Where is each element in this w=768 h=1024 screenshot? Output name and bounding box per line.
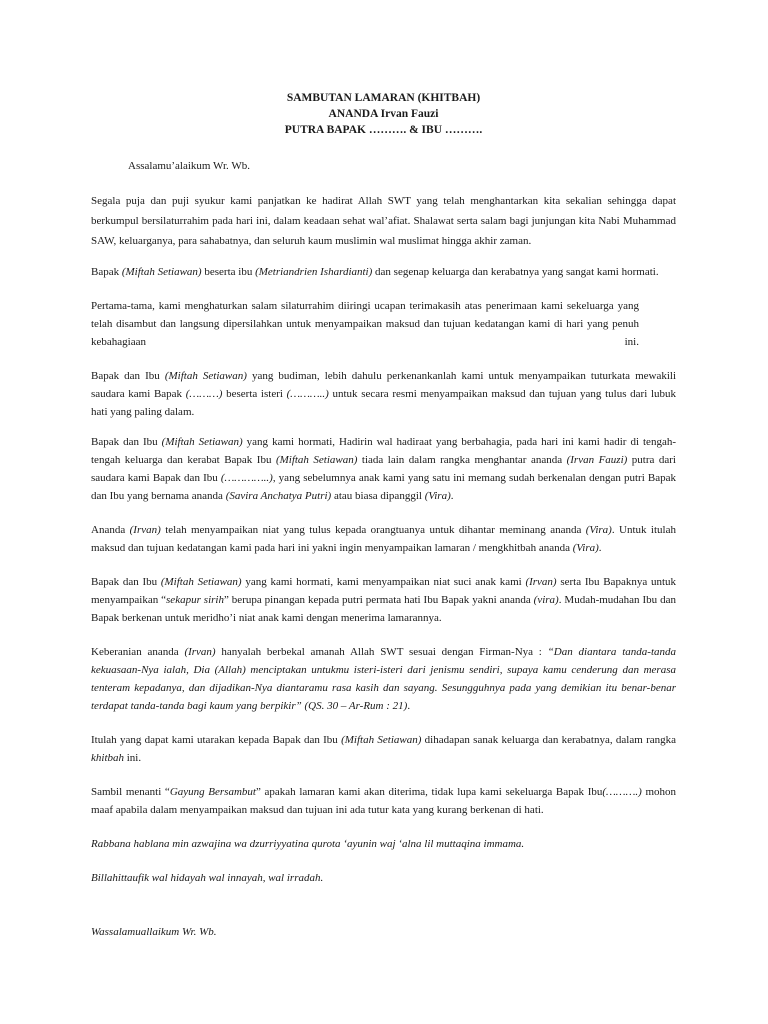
text-run: ” berupa pinangan kepada putri permata hati Ibu Bapak yakni ananda: [223, 594, 534, 606]
document-title-block: [91, 90, 676, 138]
text-run: dan segenap keluarga dan kerabatnya yang sangat kami hormati.: [372, 266, 659, 278]
text-run: ini.: [624, 336, 639, 348]
name-run: (Metriandrien Ishardianti): [255, 266, 373, 278]
text-run: atau biasa dipanggil: [331, 490, 425, 502]
name-run: (Miftah Setiawan): [341, 734, 422, 746]
text-run: .: [598, 542, 602, 554]
name-run: (Miftah Setiawan): [160, 576, 242, 588]
title-line-3: PUTRA BAPAK ………. & IBU ……….: [284, 124, 483, 136]
name-run: (Savira Anchatya Putri): [225, 490, 332, 502]
text-run: serta Ibu Bapaknya untuk menyampaikan “: [91, 576, 676, 606]
name-run: (Miftah Setiawan): [164, 370, 247, 382]
name-run: (Irvan): [525, 576, 557, 588]
closing-salutation: Wassalamuallaikum Wr. Wb.: [91, 926, 217, 938]
term-run: Gayung Bersambut: [169, 786, 256, 798]
text-run: . Mudah-mudahan Ibu dan Bapak berkenan untuk meridho’i niat anak kami dengan menerima lamarannya.: [91, 594, 676, 624]
paragraph-representation: [91, 367, 676, 421]
quote-run: “Dan diantara tanda-tanda kekuasaan-Nya ialah, Dia (Allah) menciptakan untukmu isteri-isteri dari jenismu sendiri, supaya kamu cenderung dan merasa tenteram kepadanya, dan dijadikan-Nya diantaramu rasa kasih dan sayang. Sesungguhnya pada yang demikian itu benar-benar terdapat tanda-tanda bagi kaum yang berpikir” (QS. 30 – Ar-Rum : 21): [91, 646, 676, 712]
text-run: mohon maaf apabila dalam menyampaikan maksud dan tujuan ini ada tutur kata yang kurang berkenan di hati.: [91, 786, 676, 816]
name-run: (Vira): [424, 490, 451, 502]
text-run: ini.: [124, 752, 142, 764]
name-run: (………): [185, 388, 223, 400]
text-run: Bapak: [91, 266, 122, 278]
name-run: (……….): [602, 786, 642, 798]
name-run: (Vira): [585, 524, 612, 536]
paragraph-conclusion: [91, 731, 676, 767]
text-run: putra dari saudara kami Bapak dan Ibu: [91, 454, 676, 484]
text-run: Ananda: [91, 524, 130, 536]
paragraph-blessing: Billahittaufik wal hidayah wal innayah, wal irradah.: [91, 872, 324, 884]
text-run: . Untuk itulah maksud dan tujuan kedatangan kami pada hari ini yakni ingin menyampaikan lamaran / mengkhitbah ananda: [91, 524, 676, 554]
name-run: (Vira): [572, 542, 599, 554]
name-run: (Irvan): [184, 646, 216, 658]
text-run: hanyalah berbekal amanah Allah SWT sesuai dengan Firman-Nya :: [215, 646, 548, 658]
text-run: dihadapan sanak keluarga dan kerabatnya, dalam rangka: [421, 734, 676, 746]
name-run: (Miftah Setiawan): [121, 266, 202, 278]
name-run: (Irvan): [129, 524, 161, 536]
term-run: khitbah: [91, 752, 124, 764]
paragraph-purpose: [91, 433, 676, 505]
text-run: Pertama-tama, kami menghaturkan salam silaturrahim diiringi ucapan terimakasih atas penerimaan kami sekeluarga yang telah disambut dan langsung dipersilahkan untuk menyampaikan maksud dan tujuan kedatangan kami di hari yang penuh kebahagiaan: [91, 300, 639, 348]
paragraph-address-parents: [91, 263, 676, 281]
title-line-2: ANANDA Irvan Fauzi: [328, 108, 439, 120]
paragraph-intention: [91, 521, 676, 557]
text-run: , yang sebelumnya anak kami yang satu ini memang sudah berkenalan dengan putri Bapak dan Ibu yang bernama ananda: [91, 472, 677, 502]
name-run: (…………..): [220, 472, 273, 484]
text-run: yang kami hormati, kami menyampaikan niat suci anak kami: [241, 576, 526, 588]
name-run: (Miftah Setiawan): [161, 436, 243, 448]
text-run: tiada lain dalam rangka menghantar ananda: [357, 454, 567, 466]
text-run: Bapak dan Ibu: [91, 370, 165, 382]
name-run: (………..): [286, 388, 329, 400]
name-run: (vira): [533, 594, 559, 606]
paragraph-thanks: [91, 297, 676, 351]
text-run: Bapak dan Ibu: [91, 436, 162, 448]
document-body: [91, 90, 676, 941]
paragraph-prayer: Rabbana hablana min azwajina wa dzurriyyatina qurota ‘ayunin waj ‘alna lil muttaqina immama.: [91, 838, 525, 850]
title-line-1: SAMBUTAN LAMARAN (KHITBAH): [286, 92, 481, 104]
text-run: .: [407, 700, 411, 712]
paragraph-proposal: [91, 573, 676, 627]
text-run: Bapak dan Ibu: [91, 576, 161, 588]
name-run: sekapur sirih: [166, 594, 224, 606]
text-run: yang budiman, lebih dahulu perkenankanlah kami untuk menyampaikan tuturkata mewakili saudara kami Bapak: [91, 370, 676, 400]
paragraph-opening: Segala puja dan puji syukur kami panjatkan ke hadirat Allah SWT yang telah menghantarkan kita sekalian sehingga dapat berkumpul bersilaturrahim pada hari ini, dalam keadaan sehat wal’afiat. Shalawat serta salam bagi junjungan kita Nabi Muhammad SAW, keluarganya, para sahabatnya, dan seluruh kaum muslimin wal muslimat hingga akhir zaman.: [91, 195, 676, 247]
text-run: ” apakah lamaran kami akan diterima, tidak lupa kami sekeluarga Bapak Ibu: [255, 786, 603, 798]
name-run: (Irvan Fauzi): [566, 454, 628, 466]
text-run: Keberanian ananda: [91, 646, 185, 658]
text-run: telah menyampaikan niat yang tulus kepada orangtuanya untuk dihantar meminang ananda: [160, 524, 586, 536]
text-run: .: [450, 490, 454, 502]
paragraph-quran-verse: [91, 643, 676, 715]
text-run: yang kami hormati, Hadirin wal hadiraat yang berbahagia, pada hari ini kami hadir di tengah-tengah keluarga dan kerabat Bapak Ibu: [91, 436, 676, 466]
greeting: Assalamu’alaikum Wr. Wb.: [128, 160, 250, 172]
text-run: Itulah yang dapat kami utarakan kepada Bapak dan Ibu: [91, 734, 342, 746]
name-run: (Miftah Setiawan): [275, 454, 358, 466]
text-run: beserta isteri: [222, 388, 287, 400]
text-run: untuk secara resmi menyampaikan maksud dan tujuan yang tulus dari lubuk hati yang paling dalam.: [91, 388, 677, 418]
paragraph-apology: [91, 783, 676, 819]
text-run: Sambil menanti “: [91, 786, 170, 798]
text-run: beserta ibu: [201, 266, 256, 278]
